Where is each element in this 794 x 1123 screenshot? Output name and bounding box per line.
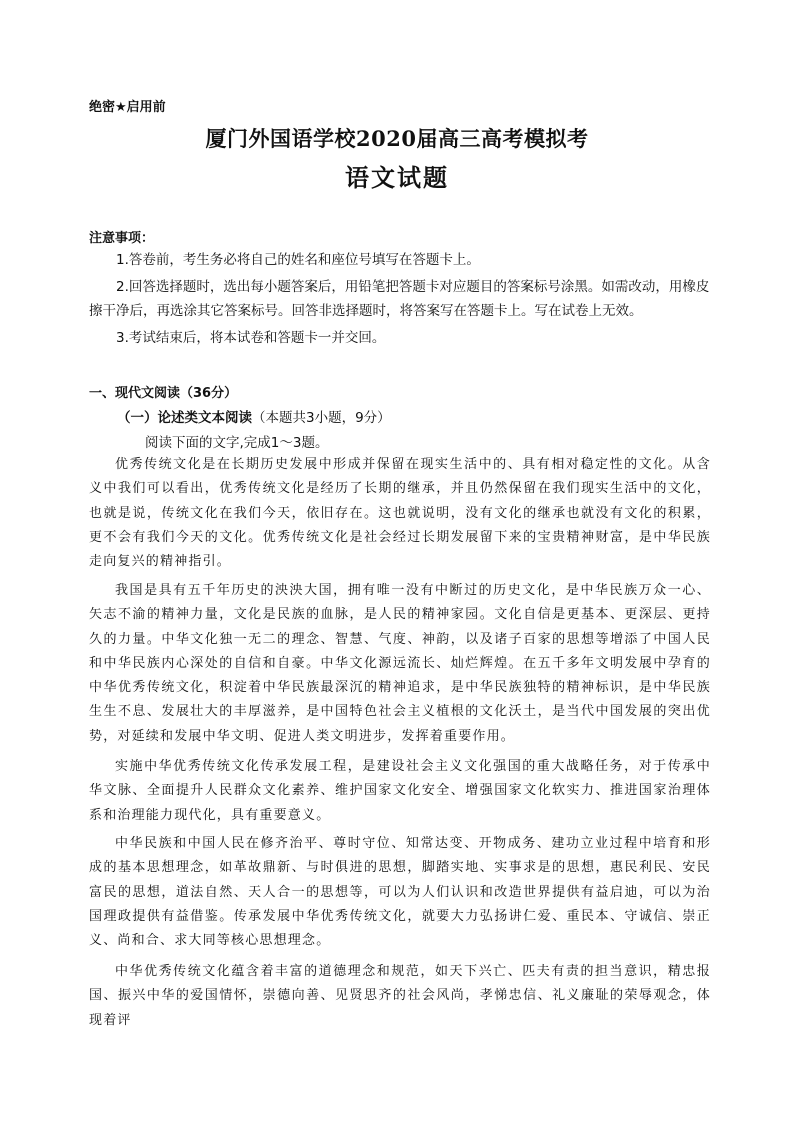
note-item-1: 1.答卷前，考生务必将自己的姓名和座位号填写在答题卡上。 xyxy=(116,252,480,268)
note-item-2: 2.回答选择题时，选出每小题答案后，用铅笔把答题卡对应题目的答案标号涂黑。如需改动，用橡皮擦干净后，再选涂其它答案标号。回答非选择题时，将答案写在答题卡上。写在试卷上无效。 xyxy=(89,279,710,319)
subsection-note: （本题共3小题，9分） xyxy=(252,410,391,426)
passage-paragraph-5: 中华优秀传统文化蕴含着丰富的道德理念和规范，如天下兴亡、匹夫有责的担当意识，精忠报国、振兴中华的爱国情怀，崇德向善、见贤思齐的社会风尚，孝悌忠信、礼义廉耻的荣辱观念，体现着评 xyxy=(89,964,711,1028)
note-item-3: 3.考试结束后，将本试卷和答题卡一并交回。 xyxy=(116,330,386,346)
passage-paragraph-1: 优秀传统文化是在长期历史发展中形成并保留在现实生活中的、具有相对稳定性的文化。从含义中我们可以看出，优秀传统文化是经历了长期的继承，并且仍然保留在我们现实生活中的文化，也就是说，传统文化在我们今天，依旧存在。这也就说明，没有文化的继承也就没有文化的积累，更不会有我们今天的文化。优秀传统文化是社会经过长期发展留下来的宝贵精神财富，是中华民族走向复兴的精神指引。 xyxy=(89,457,711,570)
subject-title: 语文试题 xyxy=(345,163,449,192)
subsection-title: （一）论述类文本阅读 xyxy=(117,410,252,426)
exam-title: 厦门外国语学校2020届高三高考模拟考 xyxy=(205,126,589,151)
section-heading: 一、现代文阅读（36分） xyxy=(89,386,238,401)
subsection-heading xyxy=(117,406,391,426)
passage-paragraph-3: 实施中华优秀传统文化传承发展工程，是建设社会主义文化强国的重大战略任务，对于传承中华文脉、全面提升人民群众文化素养、维护国家文化安全、增强国家文化软实力、推进国家治理体系和治理能力现代化，具有重要意义。 xyxy=(89,759,711,823)
confidential-label: 绝密★启用前 xyxy=(89,100,166,115)
passage-paragraph-2: 我国是具有五千年历史的泱泱大国，拥有唯一没有中断过的历史文化，是中华民族万众一心、矢志不渝的精神力量，文化是民族的血脉，是人民的精神家园。文化自信是更基本、更深层、更持久的力量。中华文化独一无二的理念、智慧、气度、神韵，以及诸子百家的思想等增添了中国人民和中华民族内心深处的自信和自豪。中华文化源远流长、灿烂辉煌。在五千多年文明发展中孕育的中华优秀传统文化，积淀着中华民族最深沉的精神追求，是中华民族独特的精神标识，是中华民族生生不息、发展壮大的丰厚滋养，是中国特色社会主义植根的文化沃土，是当代中国发展的突出优势，对延续和发展中华文明、促进人类文明进步，发挥着重要作用。 xyxy=(89,583,711,744)
notes-heading: 注意事项： xyxy=(89,231,155,246)
reading-instruction: 阅读下面的文字,完成1～3题。 xyxy=(145,435,329,451)
passage-paragraph-4: 中华民族和中国人民在修齐治平、尊时守位、知常达变、开物成务、建功立业过程中培育和形成的基本思想理念，如革故鼎新、与时俱进的思想，脚踏实地、实事求是的思想，惠民利民、安民富民的思想，道法自然、天人合一的思想等，可以为人们认识和改造世界提供有益启迪，可以为治国理政提供有益借鉴。传承发展中华优秀传统文化，就要大力弘扬讲仁爱、重民本、守诚信、崇正义、尚和合、求大同等核心思想理念。 xyxy=(89,836,711,949)
